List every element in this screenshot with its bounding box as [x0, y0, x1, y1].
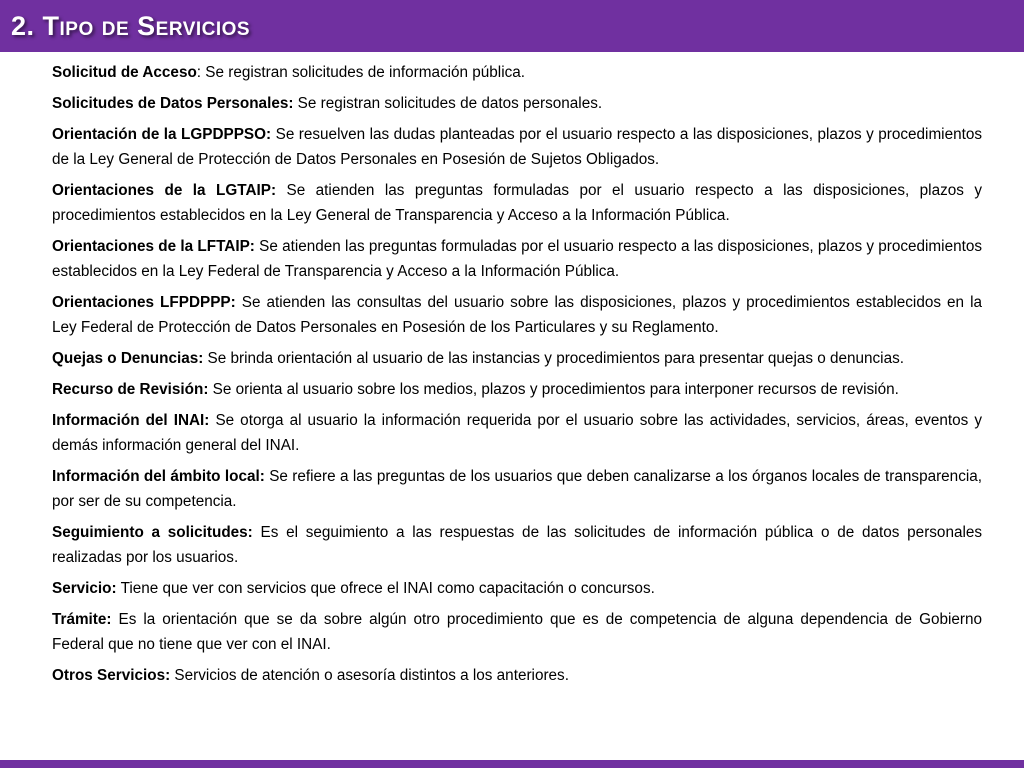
service-entry	[52, 576, 982, 601]
service-description: Se atienden las preguntas formuladas por el usuario respecto a las disposiciones, plazos y procedimientos establecidos en la Ley General de Transparencia y Acceso a la Información Pública.	[52, 182, 982, 224]
service-description: Se resuelven las dudas planteadas por el usuario respecto a las disposiciones, plazos y procedimientos de la Ley General de Protección de Datos Personales en Posesión de Sujetos Obligados.	[52, 126, 983, 168]
service-description: Es la orientación que se da sobre algún otro procedimiento que es de competencia de alguna dependencia de Gobierno Federal que no tiene que ver con el INAI.	[52, 611, 982, 653]
service-entry	[52, 60, 982, 85]
service-entry	[52, 346, 982, 371]
service-entry	[52, 377, 982, 402]
service-entry	[52, 464, 982, 514]
service-description: Tiene que ver con servicios que ofrece el INAI como capacitación o concursos.	[116, 580, 655, 597]
service-entry	[52, 520, 982, 570]
service-description: Se atienden las consultas del usuario sobre las disposiciones, plazos y procedimientos establecidos en la Ley Federal de Protección de Datos Personales en Posesión de los Particulares y su Reglamento.	[52, 294, 982, 336]
service-entry	[52, 178, 982, 228]
service-term: Seguimiento a solicitudes:	[52, 524, 253, 541]
service-term: Servicio:	[52, 580, 117, 597]
service-entry	[52, 122, 982, 172]
service-term: Solicitud de Acceso	[52, 64, 197, 81]
service-description: Se brinda orientación al usuario de las instancias y procedimientos para presentar quejas o denuncias.	[203, 350, 904, 367]
service-entry	[52, 91, 982, 116]
service-entry	[52, 234, 982, 284]
service-description: Se refiere a las preguntas de los usuarios que deben canalizarse a los órganos locales de transparencia, por ser de su competencia.	[52, 468, 982, 510]
bottom-accent-bar	[0, 760, 1024, 768]
service-description: Se registran solicitudes de datos personales.	[293, 95, 603, 112]
service-term: Información del ámbito local:	[52, 468, 265, 485]
service-list	[52, 60, 982, 694]
service-term: Orientación de la LGPDPPSO:	[52, 126, 272, 143]
service-entry	[52, 607, 982, 657]
service-description: Se registran solicitudes de información pública.	[201, 64, 526, 81]
service-description: Se atienden las preguntas formuladas por el usuario respecto a las disposiciones, plazos y procedimientos establecidos en la Ley Federal de Transparencia y Acceso a la Información Pública.	[52, 238, 982, 280]
service-term: Recurso de Revisión:	[52, 381, 209, 398]
service-entry	[52, 663, 982, 688]
service-description: Se orienta al usuario sobre los medios, plazos y procedimientos para interponer recursos de revisión.	[208, 381, 899, 398]
service-term-separator: :	[196, 64, 202, 81]
service-description: Servicios de atención o asesoría distintos a los anteriores.	[170, 667, 569, 684]
service-description: Es el seguimiento a las respuestas de las solicitudes de información pública o de datos personales realizadas por los usuarios.	[52, 524, 983, 566]
service-term: Otros Servicios:	[52, 667, 171, 684]
service-entry	[52, 290, 982, 340]
service-term: Orientaciones de la LFTAIP:	[52, 238, 255, 255]
service-term: Información del INAI:	[52, 412, 210, 429]
service-term: Solicitudes de Datos Personales:	[52, 95, 294, 112]
service-term: Orientaciones LFPDPPP:	[52, 294, 236, 311]
slide-title: 2. Tipo de Servicios	[11, 10, 251, 41]
service-term: Trámite:	[52, 611, 112, 628]
service-term: Quejas o Denuncias:	[52, 350, 204, 367]
service-entry	[52, 408, 982, 458]
service-description: Se otorga al usuario la información requerida por el usuario sobre las actividades, servicios, áreas, eventos y demás información general del INAI.	[52, 412, 983, 454]
title-bar	[0, 0, 1024, 52]
service-term: Orientaciones de la LGTAIP:	[52, 182, 277, 199]
